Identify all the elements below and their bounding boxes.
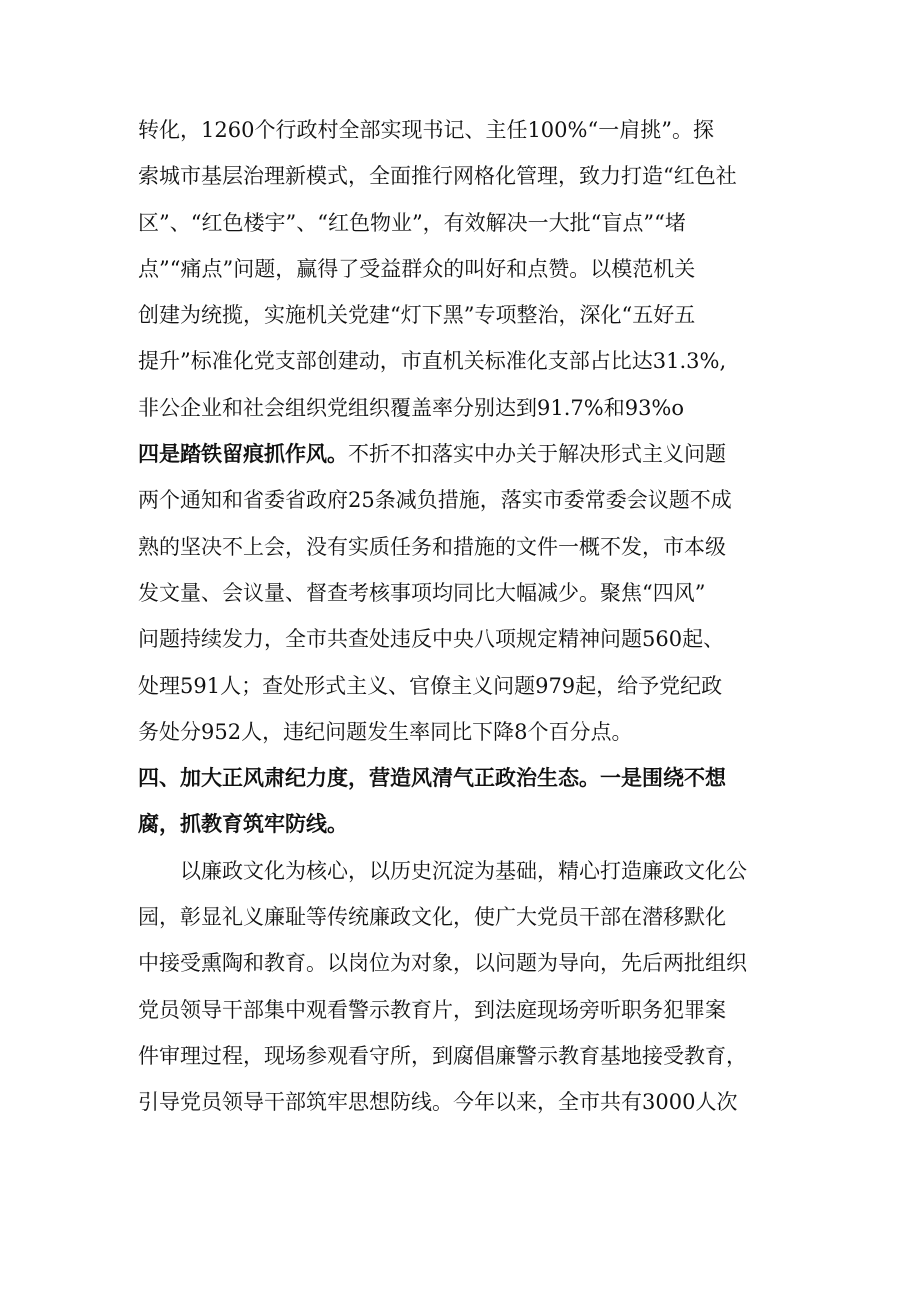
text-line: 区”、“红色楼宇”、“红色物业”，有效解决一大批“盲点”“堵 — [138, 210, 686, 235]
text-line: 以廉政文化为核心，以历史沉淀为基础，精心打造廉政文化公 — [180, 858, 747, 883]
text-line: 发文量、会议量、督查考核事项均同比大幅减少。聚焦“四风” — [138, 580, 706, 605]
text-line: 两个通知和省委省政府25条减负措施，落实市委常委会议题不成 — [138, 488, 732, 513]
text-line: 转化，1260个行政村全部实现书记、主任100%“一肩挑”。探 — [138, 118, 714, 142]
text-line: 园，彰显礼义廉耻等传统廉政文化，使广大党员干部在潜移默化 — [138, 905, 726, 930]
text-line: 熟的坚决不上会，没有实质任务和措施的文件一概不发，市本级 — [138, 534, 726, 559]
text-line: 党员领导干部集中观看警示教育片，到法庭现场旁听职务犯罪案 — [138, 997, 726, 1022]
paragraph-party-building — [138, 107, 798, 431]
text-line: 件审理过程，现场参观看守所，到腐倡廉警示教育基地接受教育， — [138, 1043, 747, 1068]
heading-line: 四、加大正风肃纪力度，营造风清气正政治生态。一是围绕不想 — [138, 765, 726, 791]
heading-line: 腐，抓教育筑牢防线。 — [138, 811, 348, 837]
text-line: 创建为统揽，实施机关党建“灯下黑”专项整治，深化“五好五 — [138, 303, 696, 328]
text-line: 非公企业和社会组织党组织覆盖率分别达到91.7%和93%o — [138, 395, 685, 420]
text-line: 问题持续发力，全市共查处违反中央八项规定精神问题560起、 — [138, 627, 725, 652]
text-line: 处理591人；查处形式主义、官僚主义问题979起，给予党纪政 — [138, 673, 723, 698]
text-line: 提升”标准化党支部创建动，市直机关标准化支部占比达31.3%, — [138, 349, 727, 374]
document-body — [138, 107, 798, 1126]
text-line: 中接受熏陶和教育。以岗位为对象，以问题为导向，先后两批组织 — [138, 951, 747, 976]
text-line: 索城市基层治理新模式，全面推行网格化管理，致力打造“红色社 — [138, 164, 737, 189]
text-line: 务处分952人，违纪问题发生率同比下降8个百分点。 — [138, 719, 633, 744]
paragraph-work-style — [138, 431, 798, 755]
text-line — [138, 431, 798, 477]
section-heading — [138, 755, 798, 848]
paragraph-education — [138, 848, 798, 1126]
text-line: 引导党员领导干部筑牢思想防线。今年以来，全市共有3000人次 — [138, 1090, 738, 1115]
text-line: 点”“痛点”问题，赢得了受益群众的叫好和点赞。以模范机关 — [138, 256, 696, 281]
text-fragment: 不折不扣落实中办关于解决形式主义问题 — [348, 442, 726, 467]
paragraph-heading: 四是踏铁留痕抓作风。 — [138, 441, 348, 467]
